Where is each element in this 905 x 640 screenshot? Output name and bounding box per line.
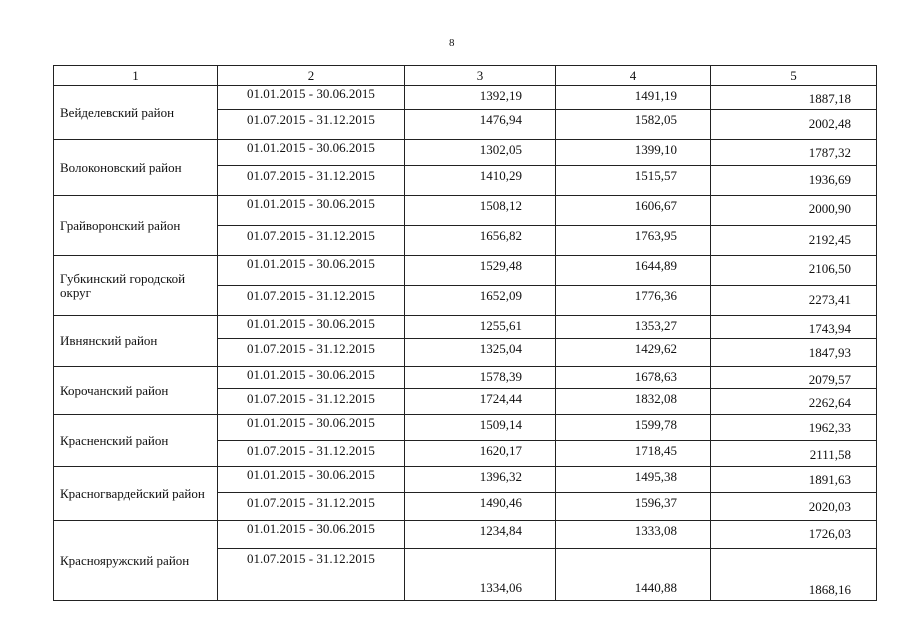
table-row — [54, 316, 877, 339]
value-col-3: 1325,04 — [405, 339, 556, 367]
value-col-3: 1724,44 — [405, 389, 556, 415]
value-col-3: 1234,84 — [405, 521, 556, 549]
header-col-1: 1 — [54, 66, 218, 86]
value-col-4: 1333,08 — [556, 521, 711, 549]
region-name: Краснояружский район — [54, 521, 218, 601]
value-col-3: 1620,17 — [405, 441, 556, 467]
value-col-4: 1353,27 — [556, 316, 711, 339]
value-col-5: 1962,33 — [711, 415, 877, 441]
value-col-3: 1334,06 — [405, 549, 556, 601]
value-col-5: 2192,45 — [711, 226, 877, 256]
period-cell: 01.07.2015 - 31.12.2015 — [218, 493, 405, 521]
value-col-3: 1509,14 — [405, 415, 556, 441]
value-col-3: 1508,12 — [405, 196, 556, 226]
header-col-5: 5 — [711, 66, 877, 86]
period-cell: 01.01.2015 - 30.06.2015 — [218, 467, 405, 493]
region-name: Красненский район — [54, 415, 218, 467]
value-col-4: 1599,78 — [556, 415, 711, 441]
value-col-4: 1718,45 — [556, 441, 711, 467]
value-col-4: 1582,05 — [556, 110, 711, 140]
period-cell: 01.01.2015 - 30.06.2015 — [218, 367, 405, 389]
value-col-4: 1399,10 — [556, 140, 711, 166]
value-col-5: 2111,58 — [711, 441, 877, 467]
region-name: Красногвардейский район — [54, 467, 218, 521]
period-cell: 01.07.2015 - 31.12.2015 — [218, 286, 405, 316]
region-name: Вейделевский район — [54, 86, 218, 140]
value-col-5: 1726,03 — [711, 521, 877, 549]
value-col-3: 1476,94 — [405, 110, 556, 140]
value-col-5: 2002,48 — [711, 110, 877, 140]
table-row — [54, 467, 877, 493]
value-col-3: 1302,05 — [405, 140, 556, 166]
header-row — [54, 66, 877, 86]
table-row — [54, 196, 877, 226]
value-col-5: 2020,03 — [711, 493, 877, 521]
value-col-3: 1578,39 — [405, 367, 556, 389]
table-row — [54, 256, 877, 286]
table-row — [54, 367, 877, 389]
table-row — [54, 521, 877, 549]
value-col-3: 1255,61 — [405, 316, 556, 339]
value-col-3: 1396,32 — [405, 467, 556, 493]
period-cell: 01.01.2015 - 30.06.2015 — [218, 256, 405, 286]
value-col-4: 1429,62 — [556, 339, 711, 367]
value-col-5: 1891,63 — [711, 467, 877, 493]
value-col-5: 1743,94 — [711, 316, 877, 339]
value-col-3: 1656,82 — [405, 226, 556, 256]
value-col-4: 1596,37 — [556, 493, 711, 521]
table-row — [54, 415, 877, 441]
value-col-3: 1490,46 — [405, 493, 556, 521]
value-col-5: 1936,69 — [711, 166, 877, 196]
period-cell: 01.01.2015 - 30.06.2015 — [218, 415, 405, 441]
value-col-3: 1529,48 — [405, 256, 556, 286]
value-col-5: 1787,32 — [711, 140, 877, 166]
value-col-4: 1491,19 — [556, 86, 711, 110]
period-cell: 01.01.2015 - 30.06.2015 — [218, 521, 405, 549]
period-cell: 01.07.2015 - 31.12.2015 — [218, 226, 405, 256]
period-cell: 01.07.2015 - 31.12.2015 — [218, 549, 405, 601]
value-col-5: 2262,64 — [711, 389, 877, 415]
value-col-3: 1410,29 — [405, 166, 556, 196]
value-col-5: 2000,90 — [711, 196, 877, 226]
table-row — [54, 140, 877, 166]
period-cell: 01.07.2015 - 31.12.2015 — [218, 166, 405, 196]
period-cell: 01.01.2015 - 30.06.2015 — [218, 140, 405, 166]
value-col-4: 1606,67 — [556, 196, 711, 226]
region-name: Корочанский район — [54, 367, 218, 415]
value-col-4: 1832,08 — [556, 389, 711, 415]
value-col-5: 2273,41 — [711, 286, 877, 316]
region-name: Волоконовский район — [54, 140, 218, 196]
value-col-5: 1847,93 — [711, 339, 877, 367]
period-cell: 01.07.2015 - 31.12.2015 — [218, 441, 405, 467]
header-col-4: 4 — [556, 66, 711, 86]
period-cell: 01.01.2015 - 30.06.2015 — [218, 196, 405, 226]
table-row — [54, 86, 877, 110]
table-body — [54, 86, 877, 601]
value-col-4: 1495,38 — [556, 467, 711, 493]
period-cell: 01.01.2015 - 30.06.2015 — [218, 316, 405, 339]
period-cell: 01.07.2015 - 31.12.2015 — [218, 110, 405, 140]
value-col-5: 1887,18 — [711, 86, 877, 110]
page-number: 8 — [449, 37, 455, 49]
region-name: Грайворонский район — [54, 196, 218, 256]
value-col-4: 1776,36 — [556, 286, 711, 316]
tariff-table — [53, 65, 877, 601]
value-col-4: 1644,89 — [556, 256, 711, 286]
header-col-3: 3 — [405, 66, 556, 86]
value-col-3: 1652,09 — [405, 286, 556, 316]
period-cell: 01.01.2015 - 30.06.2015 — [218, 86, 405, 110]
value-col-5: 2079,57 — [711, 367, 877, 389]
period-cell: 01.07.2015 - 31.12.2015 — [218, 339, 405, 367]
period-cell: 01.07.2015 - 31.12.2015 — [218, 389, 405, 415]
value-col-4: 1763,95 — [556, 226, 711, 256]
value-col-4: 1515,57 — [556, 166, 711, 196]
value-col-3: 1392,19 — [405, 86, 556, 110]
header-col-2: 2 — [218, 66, 405, 86]
value-col-4: 1678,63 — [556, 367, 711, 389]
value-col-5: 2106,50 — [711, 256, 877, 286]
region-name: Губкинский городской округ — [54, 256, 218, 316]
value-col-4: 1440,88 — [556, 549, 711, 601]
value-col-5: 1868,16 — [711, 549, 877, 601]
region-name: Ивнянский район — [54, 316, 218, 367]
